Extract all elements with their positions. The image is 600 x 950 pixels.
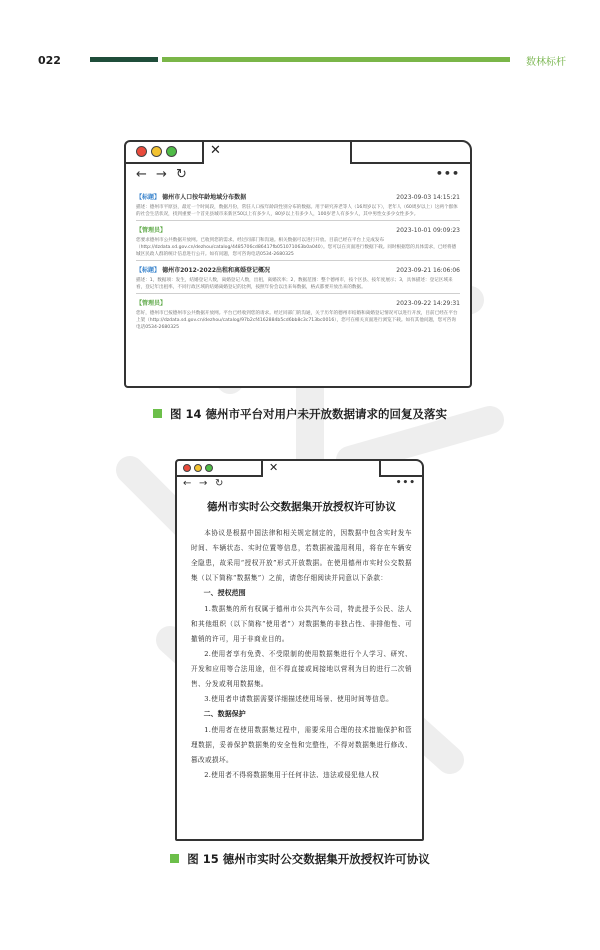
message-time: 2023-10-01 09:09:23 [396,227,460,234]
browser-tab[interactable] [202,142,352,164]
brand-label: 数林标杆 [526,57,566,68]
document-paragraph: 3.使用者申请数据需要详细描述使用场景、使用时间等信息。 [204,695,394,703]
message-title: 德州市人口按年龄地域分布数据 [162,194,247,201]
section-heading: 二、数据保护 [203,709,246,718]
document-title: 德州市实时公交数据集开放授权许可协议 [207,501,396,513]
more-icon[interactable]: ••• [395,478,416,488]
message-body: 描述：1，数据项：发生，结婚登记人数，离婚登记人数，出租，离婚次率；2，数据范围：整个德州市，按个区县、按年度展示；3，具体描述：登记区域来看，登记年出租率，不同行政区域的结婚离婚登记的比例，按照年份会以出来每数据，格式都要开放出来的数据。 [136,278,453,290]
browser-window-agreement [175,459,424,841]
message-body: 您要求德州市公共数据开放网。已收到您的需求。经过同部门和沟通。相关数据可以进行开放。目前已经在平台上完成发布（http://dzdata.sd.gov.cn/dezhou/catalog/4485706cd86417fb051071063b0a040）。您可以在页面进行数据下载。同时根据您的具体需求，已经将德城区民政人群的统计信息进行公开。如有问题，您可咨询电话0534-2680325 [136,238,457,257]
maximize-window-dot[interactable] [166,146,177,157]
square-bullet-icon [170,854,179,863]
more-icon[interactable]: ••• [435,167,460,180]
browser-titlebar [126,142,470,164]
close-icon[interactable]: ✕ [210,143,221,158]
window-controls [136,146,177,157]
browser-navbar [126,164,470,188]
agreement-document [191,495,412,783]
browser-titlebar [177,461,422,477]
refresh-icon[interactable]: ↻ [215,478,224,489]
message-body: 您好，德州市已按德州市公共数据开放网。平台已经收到您的请求。经过同部门的沟通，关于历年的德州市结婚和离婚登记情况可以进行开放，目前已经在平台上架（http://dzdata.sd.gov.cn/dezhou/catalog/97b2cf4162884b5cd6bb8c3c713bc0016），您可在相关页面进行浏览下载。如有其他问题，您可咨询电话0534-2680325 [136,311,458,330]
document-paragraph: 1.使用者在使用数据集过程中，需要采用合理的技术措施保护和管理数据，妥善保护数据集的安全性和完整性，不得对数据集进行修改、篡改或损坏。 [191,726,412,764]
list-item [136,220,460,260]
browser-navbar [177,477,422,493]
list-item [136,293,460,333]
message-tag: 【标题】 [136,267,161,274]
back-arrow-icon[interactable]: ← [136,167,147,182]
page-header [0,54,600,68]
message-time: 2023-09-21 16:06:06 [396,267,460,274]
browser-window-requests [124,140,472,388]
message-tag: 【管理员】 [136,227,167,234]
window-controls [183,464,213,472]
browser-tab[interactable] [261,461,381,477]
message-time: 2023-09-22 14:29:31 [396,300,460,307]
message-body: 描述：德州市平原县，最近一个时间段，数据月份，常驻人口按年龄段性别分布的数据。用于研究养老等人（16周岁以下），老年人（60周岁以上）这两个群体的社会生活状况，找到重要一个首先县城市来新区50以上有多少人，80岁以上有多少人，100岁老人有多少人，其中男性女多少女性多少。 [136,205,458,217]
message-tag: 【管理员】 [136,300,167,307]
caption-text: 图 15 德州市实时公交数据集开放授权许可协议 [187,852,430,866]
figure-caption [0,851,600,867]
maximize-window-dot[interactable] [205,464,213,472]
message-time: 2023-09-03 14:15:21 [396,194,460,201]
back-arrow-icon[interactable]: ← [183,478,192,489]
document-intro: 本协议是根据中国法律和相关规定制定的，因数据中包含实时发车时间、车辆状态、实时位置等信息，若数据被滥用利用，将存在车辆安全隐患，故采用“授权开放”形式开放数据。在使用德州市实时公交数据集（以下简称“数据集”）之前，请您仔细阅读并同意以下条款： [191,529,412,582]
message-title: 德州市2012-2022出租和离婚登记概况 [162,267,270,274]
list-item [136,260,460,293]
close-icon[interactable]: ✕ [269,461,279,474]
message-tag: 【标题】 [136,194,161,201]
refresh-icon[interactable]: ↻ [176,167,187,182]
message-list [136,188,460,333]
close-window-dot[interactable] [136,146,147,157]
caption-text: 图 14 德州市平台对用户未开放数据请求的回复及落实 [169,407,447,421]
page-number: 022 [38,54,61,67]
document-paragraph: 2.使用者不得将数据集用于任何非法、违法或侵犯他人权 [204,771,380,779]
square-bullet-icon [153,409,162,418]
close-window-dot[interactable] [183,464,191,472]
list-item [136,188,460,220]
header-bar-green [162,57,510,62]
forward-arrow-icon[interactable]: → [199,478,208,489]
minimize-window-dot[interactable] [151,146,162,157]
header-bar-dark [90,57,158,62]
forward-arrow-icon[interactable]: → [156,167,167,182]
document-paragraph: 2.使用者享有免费、不受限制的使用数据集进行个人学习、研究、开发和应用等合法用途，但不得直接或间接地以营利为目的进行二次销售、分发或利用数据集。 [191,650,412,688]
minimize-window-dot[interactable] [194,464,202,472]
figure-caption [0,406,600,422]
section-heading: 一、授权范围 [203,588,246,597]
document-paragraph: 1.数据集的所有权属于德州市公共汽车公司，特此授予公民、法人和其他组织（以下简称“使用者”）对数据集的非独占性、非排他性、可撤销的许可，用于非商业目的。 [191,605,412,643]
